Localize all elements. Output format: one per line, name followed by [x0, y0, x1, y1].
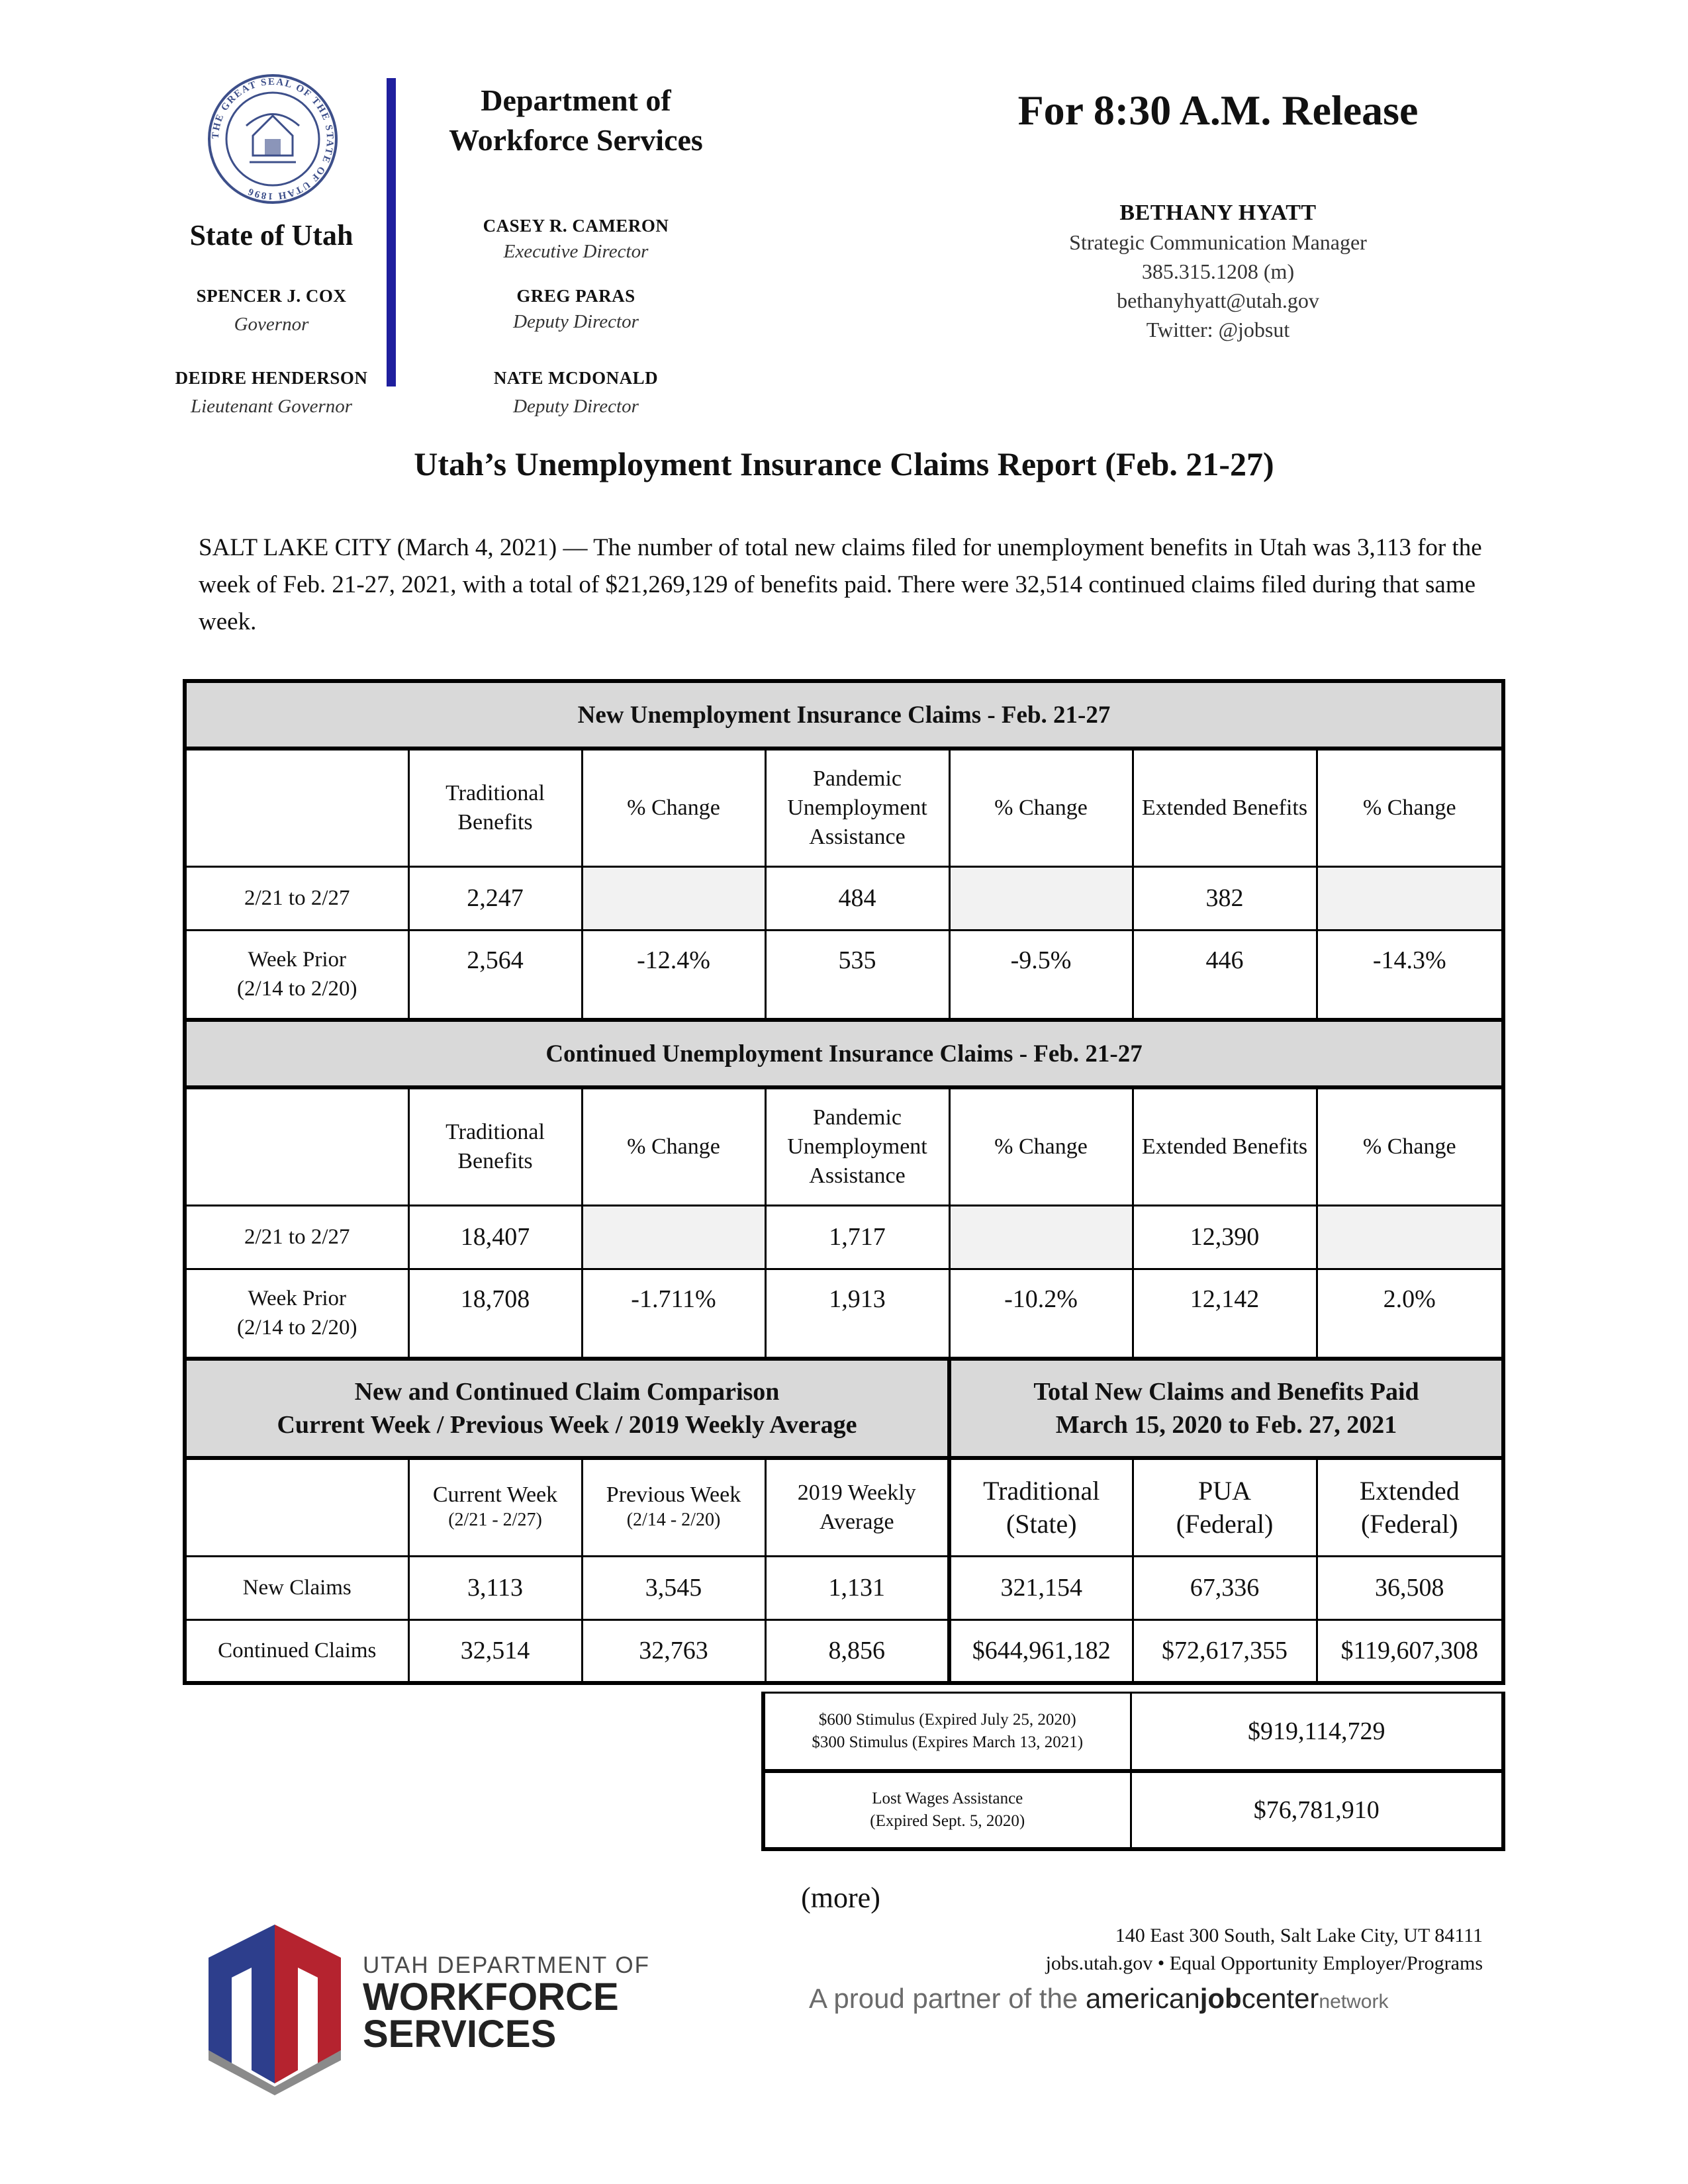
col-header-extended: Extended Benefits	[1133, 1087, 1317, 1205]
department-name	[410, 81, 741, 160]
comparison-title-line-1: New and Continued Claim Comparison	[354, 1378, 780, 1406]
contact-twitter: Twitter: @jobsut	[1146, 318, 1290, 341]
claims-table	[183, 679, 1505, 1685]
intro-paragraph: SALT LAKE CITY (March 4, 2021) — The number of total new claims filed for unemployment benefits in Utah was 3,113 for the week of Feb. 21-27, 2021, with a total of $21,269,129 of benefits paid. There were 32,514 continued claims filed during that same week.	[199, 534, 1482, 635]
logo-line-1: UTAH DEPARTMENT OF	[363, 1952, 650, 1978]
contact-name: BETHANY HYATT	[1119, 201, 1317, 225]
deputy2-title: Deputy Director	[513, 396, 639, 417]
continued-claims-previous: 32,763	[582, 1619, 765, 1683]
cont-prior-extended: 12,142	[1133, 1269, 1317, 1359]
new-prior-traditional-change: -12.4%	[582, 930, 765, 1020]
col-header-extended: Extended Benefits	[1133, 749, 1317, 866]
total-extended-label: Extended	[1359, 1475, 1460, 1506]
total-benefits-extended: $119,607,308	[1317, 1619, 1503, 1683]
header-empty-cell	[185, 1087, 408, 1205]
row-label-new-claims: New Claims	[185, 1556, 408, 1619]
col-header-current-week	[408, 1458, 582, 1556]
report-title: Utah’s Unemployment Insurance Claims Report (Feb. 21-27)	[414, 445, 1274, 482]
stimulus-300-label: $300 Stimulus (Expires March 13, 2021)	[812, 1733, 1084, 1751]
table-row	[185, 930, 1503, 1020]
col-header-change: % Change	[949, 1087, 1133, 1205]
new-prior-pua: 535	[765, 930, 949, 1020]
previous-week-range: (2/14 - 2/20)	[626, 1509, 721, 1530]
utah-state-seal	[207, 73, 339, 205]
department-line-1: Department of	[481, 83, 671, 117]
col-header-total-traditional	[949, 1458, 1133, 1556]
col-header-change: % Change	[949, 749, 1133, 866]
row-label-continued-claims: Continued Claims	[185, 1619, 408, 1683]
total-traditional-label: Traditional	[983, 1475, 1100, 1506]
dws-logo-wordmark	[363, 1952, 694, 2056]
cont-prior-traditional-change: -1.711%	[582, 1269, 765, 1359]
empty-change-cell	[949, 866, 1133, 930]
row-label-current: 2/21 to 2/27	[185, 1205, 408, 1269]
total-extended-sub: (Federal)	[1360, 1508, 1458, 1539]
deputy1-title: Deputy Director	[513, 311, 639, 332]
new-claims-2019-average: 1,131	[765, 1556, 949, 1619]
empty-change-cell	[1317, 1205, 1503, 1269]
current-week-range: (2/21 - 2/27)	[448, 1509, 542, 1530]
new-claims-section-title: New Unemployment Insurance Claims - Feb. 21-27	[185, 681, 1503, 749]
row-label-prior-line-1: Week Prior	[248, 948, 347, 972]
contact-email: bethanyhyatt@utah.gov	[1117, 289, 1319, 312]
col-header-change: % Change	[582, 1087, 765, 1205]
new-prior-traditional: 2,564	[408, 930, 582, 1020]
lt-governor-title: Lieutenant Governor	[190, 396, 353, 417]
total-new-claims-traditional: 321,154	[949, 1556, 1133, 1619]
stimulus-label	[763, 1693, 1131, 1771]
cont-prior-traditional: 18,708	[408, 1269, 582, 1359]
comparison-title-line-2: Current Week / Previous Week / 2019 Weekly Average	[277, 1411, 857, 1439]
header-empty-cell	[185, 1458, 408, 1556]
partner-brand-job: job	[1199, 1983, 1242, 2014]
lt-governor-name: DEIDRE HENDERSON	[175, 368, 368, 388]
header-divider	[387, 78, 396, 387]
lost-wages-expiry: (Expired Sept. 5, 2020)	[870, 1811, 1025, 1830]
cont-current-extended: 12,390	[1133, 1205, 1317, 1269]
empty-change-cell	[582, 866, 765, 930]
governor-title: Governor	[234, 314, 309, 335]
comparison-section-title	[185, 1359, 949, 1458]
total-benefits-pua: $72,617,355	[1133, 1619, 1317, 1683]
col-header-traditional: Traditional Benefits	[408, 749, 582, 866]
media-contact	[914, 199, 1523, 344]
deputy2-name: NATE MCDONALD	[493, 368, 659, 388]
col-header-total-pua	[1133, 1458, 1317, 1556]
stimulus-total: $919,114,729	[1131, 1693, 1503, 1771]
new-current-traditional: 2,247	[408, 866, 582, 930]
col-header-pua: Pandemic Unemployment Assistance	[765, 1087, 949, 1205]
col-header-pua: Pandemic Unemployment Assistance	[765, 749, 949, 866]
row-label-current: 2/21 to 2/27	[185, 866, 408, 930]
continued-claims-section-title: Continued Unemployment Insurance Claims - Feb. 21-27	[185, 1020, 1503, 1087]
total-new-claims-extended: 36,508	[1317, 1556, 1503, 1619]
partner-text: A proud partner of the	[809, 1983, 1086, 2014]
empty-change-cell	[1317, 866, 1503, 930]
deputy1-name: GREG PARAS	[516, 286, 635, 306]
new-claims-previous: 3,545	[582, 1556, 765, 1619]
totals-section-title	[949, 1359, 1503, 1458]
col-header-traditional: Traditional Benefits	[408, 1087, 582, 1205]
footer-address: 140 East 300 South, Salt Lake City, UT 84111	[1115, 1925, 1483, 1946]
col-header-total-extended	[1317, 1458, 1503, 1556]
contact-phone: 385.315.1208 (m)	[1141, 259, 1295, 283]
total-traditional-sub: (State)	[1006, 1508, 1077, 1539]
col-header-previous-week	[582, 1458, 765, 1556]
col-header-change: % Change	[582, 749, 765, 866]
total-benefits-traditional: $644,961,182	[949, 1619, 1133, 1683]
header-empty-cell	[185, 749, 408, 866]
stimulus-600-label: $600 Stimulus (Expired July 25, 2020)	[818, 1710, 1076, 1729]
current-week-label: Current Week	[432, 1482, 558, 1507]
table-row	[185, 1619, 1503, 1683]
logo-line-2: WORKFORCE	[363, 1976, 619, 2019]
row-label-prior	[185, 930, 408, 1020]
col-header-2019-average: 2019 Weekly Average	[765, 1458, 949, 1556]
total-new-claims-pua: 67,336	[1133, 1556, 1317, 1619]
seal-ring-text: THE GREAT SEAL OF THE STATE OF UTAH 1896	[210, 76, 336, 202]
exec-director-title: Executive Director	[503, 241, 649, 262]
contact-title: Strategic Communication Manager	[1069, 230, 1367, 254]
cont-prior-extended-change: 2.0%	[1317, 1269, 1503, 1359]
lost-wages-label	[763, 1771, 1131, 1849]
governor-name: SPENCER J. COX	[196, 286, 347, 306]
state-of-utah: State of Utah	[189, 219, 353, 251]
continued-claims-current: 32,514	[408, 1619, 582, 1683]
previous-week-label: Previous Week	[606, 1482, 741, 1507]
cont-prior-pua-change: -10.2%	[949, 1269, 1133, 1359]
cont-current-traditional: 18,407	[408, 1205, 582, 1269]
row-label-prior-line-2: (2/14 to 2/20)	[237, 977, 357, 1001]
partner-brand-american: american	[1085, 1983, 1200, 2014]
new-prior-pua-change: -9.5%	[949, 930, 1133, 1020]
continued-claims-2019-average: 8,856	[765, 1619, 949, 1683]
new-current-pua: 484	[765, 866, 949, 930]
partner-network: network	[1319, 1991, 1389, 2013]
logo-line-3: SERVICES	[363, 2013, 557, 2056]
new-prior-extended: 446	[1133, 930, 1317, 1020]
col-header-change: % Change	[1317, 749, 1503, 866]
table-row	[185, 866, 1503, 930]
total-pua-sub: (Federal)	[1176, 1508, 1274, 1539]
ajc-partner-line	[809, 1983, 1511, 2015]
empty-change-cell	[582, 1205, 765, 1269]
empty-change-cell	[949, 1205, 1133, 1269]
department-line-2: Workforce Services	[449, 123, 703, 157]
row-label-prior-line-2: (2/14 to 2/20)	[237, 1316, 357, 1340]
cont-current-pua: 1,717	[765, 1205, 949, 1269]
table-row	[185, 1269, 1503, 1359]
row-label-prior-line-1: Week Prior	[248, 1287, 347, 1311]
row-label-prior	[185, 1269, 408, 1359]
totals-title-line-2: March 15, 2020 to Feb. 27, 2021	[1055, 1411, 1397, 1439]
new-claims-current: 3,113	[408, 1556, 582, 1619]
table-row	[185, 1556, 1503, 1619]
exec-director-name: CASEY R. CAMERON	[483, 216, 669, 236]
dws-logo-mark	[199, 1918, 351, 2097]
table-row	[185, 1205, 1503, 1269]
new-prior-extended-change: -14.3%	[1317, 930, 1503, 1020]
new-current-extended: 382	[1133, 866, 1317, 930]
stimulus-table	[761, 1692, 1505, 1851]
footer-site: jobs.utah.gov • Equal Opportunity Employer/Programs	[1045, 1952, 1483, 1974]
more-indicator: (more)	[801, 1882, 880, 1914]
release-time: For 8:30 A.M. Release	[1017, 87, 1419, 134]
footer-address-block	[861, 1922, 1483, 1978]
partner-brand-center: center	[1241, 1983, 1319, 2014]
lost-wages-title: Lost Wages Assistance	[872, 1789, 1023, 1807]
cont-prior-pua: 1,913	[765, 1269, 949, 1359]
total-pua-label: PUA	[1197, 1475, 1252, 1506]
lost-wages-total: $76,781,910	[1131, 1771, 1503, 1849]
totals-title-line-1: Total New Claims and Benefits Paid	[1033, 1378, 1419, 1406]
col-header-change: % Change	[1317, 1087, 1503, 1205]
